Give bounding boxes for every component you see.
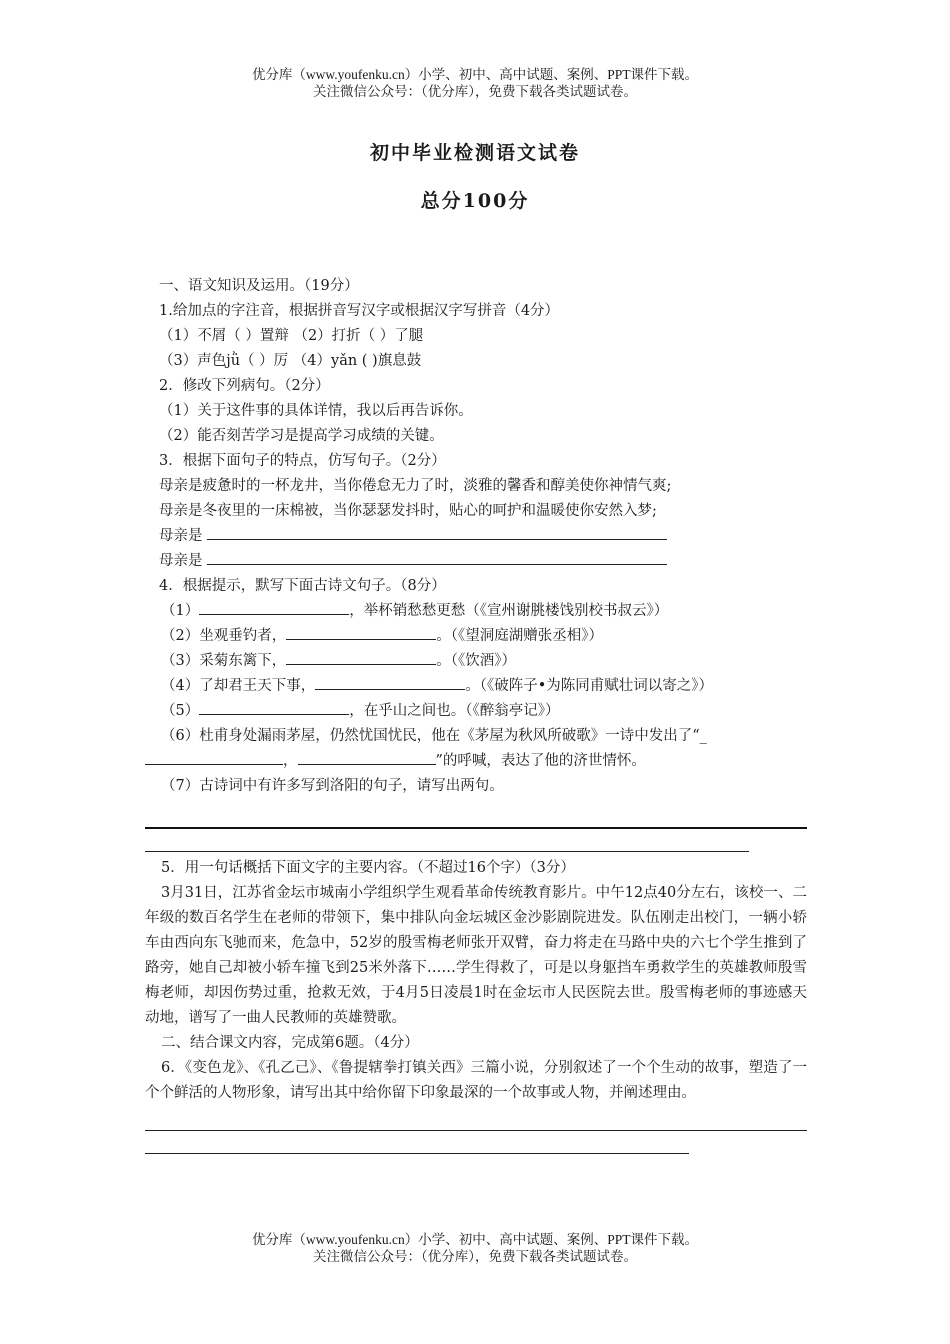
answer-blank[interactable] bbox=[298, 749, 436, 765]
question-2-stem: 2．修改下列病句。（2分） bbox=[159, 378, 330, 394]
item-suffix: 。（《破阵子•为陈同甫赋壮词以寄之》） bbox=[465, 678, 714, 694]
exam-total-score: 总分100分 bbox=[420, 190, 530, 212]
section-2-heading: 二、结合课文内容，完成第6题。（4分） bbox=[161, 1035, 419, 1051]
question-5-stem: 5．用一句话概括下面文字的主要内容。（不超过16个字）（3分） bbox=[161, 860, 575, 876]
item-prefix: （5） bbox=[161, 703, 200, 719]
answer-line[interactable] bbox=[145, 851, 749, 852]
exam-title: 初中毕业检测语文试卷 bbox=[369, 142, 580, 164]
question-2-sentence-2: （2）能否刻苦学习是提高学习成绩的关键。 bbox=[159, 428, 444, 444]
question-4-item-2 bbox=[145, 624, 807, 649]
item-separator: ， bbox=[283, 753, 298, 769]
answer-prompt: 母亲是 bbox=[159, 553, 203, 569]
answer-blank[interactable] bbox=[315, 674, 465, 690]
question-4-item-6-cont bbox=[145, 749, 807, 774]
question-4-item-5 bbox=[145, 699, 807, 724]
question-1-stem: 1.给加点的字注音，根据拼音写汉字或根据汉字写拼音（4分） bbox=[159, 303, 560, 319]
item-suffix: 。（《望洞庭湖赠张丞相》） bbox=[436, 628, 603, 644]
question-3-answer-2 bbox=[145, 549, 807, 574]
question-1-line-2: （3）声色jǜ（ ）厉 （4）yǎn ( )旗息鼓 bbox=[159, 353, 422, 369]
page-footer bbox=[0, 1231, 950, 1265]
header-line-1: 优分库（www.youfenku.cn）小学、初中、高中试题、案例、PPT课件下载。 bbox=[251, 67, 699, 82]
question-3-example-2: 母亲是冬夜里的一床棉被，当你瑟瑟发抖时，贴心的呵护和温暖使你安然入梦; bbox=[159, 503, 657, 519]
item-prefix: （4）了却君王天下事， bbox=[161, 678, 316, 694]
question-4-item-3 bbox=[145, 649, 807, 674]
question-4-stem: 4．根据提示，默写下面古诗文句子。（8分） bbox=[159, 578, 446, 594]
answer-blank[interactable] bbox=[286, 649, 436, 665]
question-3-example-1: 母亲是疲惫时的一杯龙井，当你倦怠无力了时，淡雅的馨香和醇美使你神情气爽; bbox=[159, 478, 672, 494]
footer-line-2: 关注微信公众号：（优分库），免费下载各类试题试卷。 bbox=[313, 1249, 637, 1264]
question-6-text: 6．《变色龙》、《孔乙己》、《鲁提辖拳打镇关西》三篇小说，分别叙述了一个个生动的故事，塑造了一个个鲜活的人物形象，请写出其中给你留下印象最深的一个故事或人物，并阐述理由。 bbox=[145, 1060, 807, 1101]
answer-blank[interactable] bbox=[207, 549, 667, 565]
exam-body bbox=[145, 274, 807, 1154]
question-5-passage: 3月31日，江苏省金坛市城南小学组织学生观看革命传统教育影片。中午12点40分左右，该校一、二年级的数百名学生在老师的带领下，集中排队向金坛城区金沙影剧院进发。队伍刚走出校门，一辆小轿车由西向东飞驰而来，危急中，52岁的殷雪梅老师张开双臂，奋力将走在马路中央的六七个学生推到了路旁，她自己却被小轿车撞飞到25米外落下……学生得救了，可是以身躯挡车勇救学生的英雄教师殷雪梅老师，却因伤势过重，抢救无效，于4月5日凌晨1时在金坛市人民医院去世。殷雪梅老师的事迹感天动地，谱写了一曲人民教师的英雄赞歌。 bbox=[145, 885, 807, 1026]
answer-blank[interactable] bbox=[207, 524, 667, 540]
section-1-heading: 一、语文知识及运用。（19分） bbox=[159, 278, 359, 294]
item-prefix: （1） bbox=[161, 603, 200, 619]
answer-blank[interactable] bbox=[199, 699, 349, 715]
item-suffix: ，举杯销愁愁更愁（《宣州谢朓楼饯别校书叔云》） bbox=[349, 603, 669, 619]
footer-line-1: 优分库（www.youfenku.cn）小学、初中、高中试题、案例、PPT课件下载。 bbox=[251, 1232, 699, 1247]
answer-prompt: 母亲是 bbox=[159, 528, 203, 544]
header-line-2: 关注微信公众号：（优分库），免费下载各类试题试卷。 bbox=[313, 84, 637, 99]
item-prefix: （2）坐观垂钓者， bbox=[161, 628, 287, 644]
item-prefix: （3）采菊东篱下， bbox=[161, 653, 287, 669]
page-header bbox=[0, 66, 950, 100]
question-4-item-4 bbox=[145, 674, 807, 699]
question-3-stem: 3．根据下面句子的特点，仿写句子。（2分） bbox=[159, 453, 446, 469]
question-3-answer-1 bbox=[145, 524, 807, 549]
question-2-sentence-1: （1）关于这件事的具体详情，我以后再告诉你。 bbox=[159, 403, 473, 419]
answer-line[interactable] bbox=[145, 1153, 689, 1154]
item-suffix: ”的呼喊，表达了他的济世情怀。 bbox=[435, 753, 646, 769]
item-suffix: ，在乎山之间也。（《醉翁亭记》） bbox=[349, 703, 560, 719]
answer-blank[interactable] bbox=[286, 624, 436, 640]
answer-blank[interactable] bbox=[145, 749, 283, 765]
answer-blank[interactable] bbox=[199, 599, 349, 615]
question-4-item-7: （7）古诗词中有许多写到洛阳的句子，请写出两句。 bbox=[161, 778, 504, 794]
question-1-line-1: （1）不屑（ ）置辩 （2）打折（ ）了腿 bbox=[159, 328, 424, 344]
question-4-item-6: （6）杜甫身处漏雨茅屋，仍然忧国忧民，他在《茅屋为秋风所破歌》一诗中发出了“_ bbox=[161, 728, 707, 744]
item-suffix: 。（《饮酒》） bbox=[436, 653, 516, 669]
question-4-item-1 bbox=[145, 599, 807, 624]
